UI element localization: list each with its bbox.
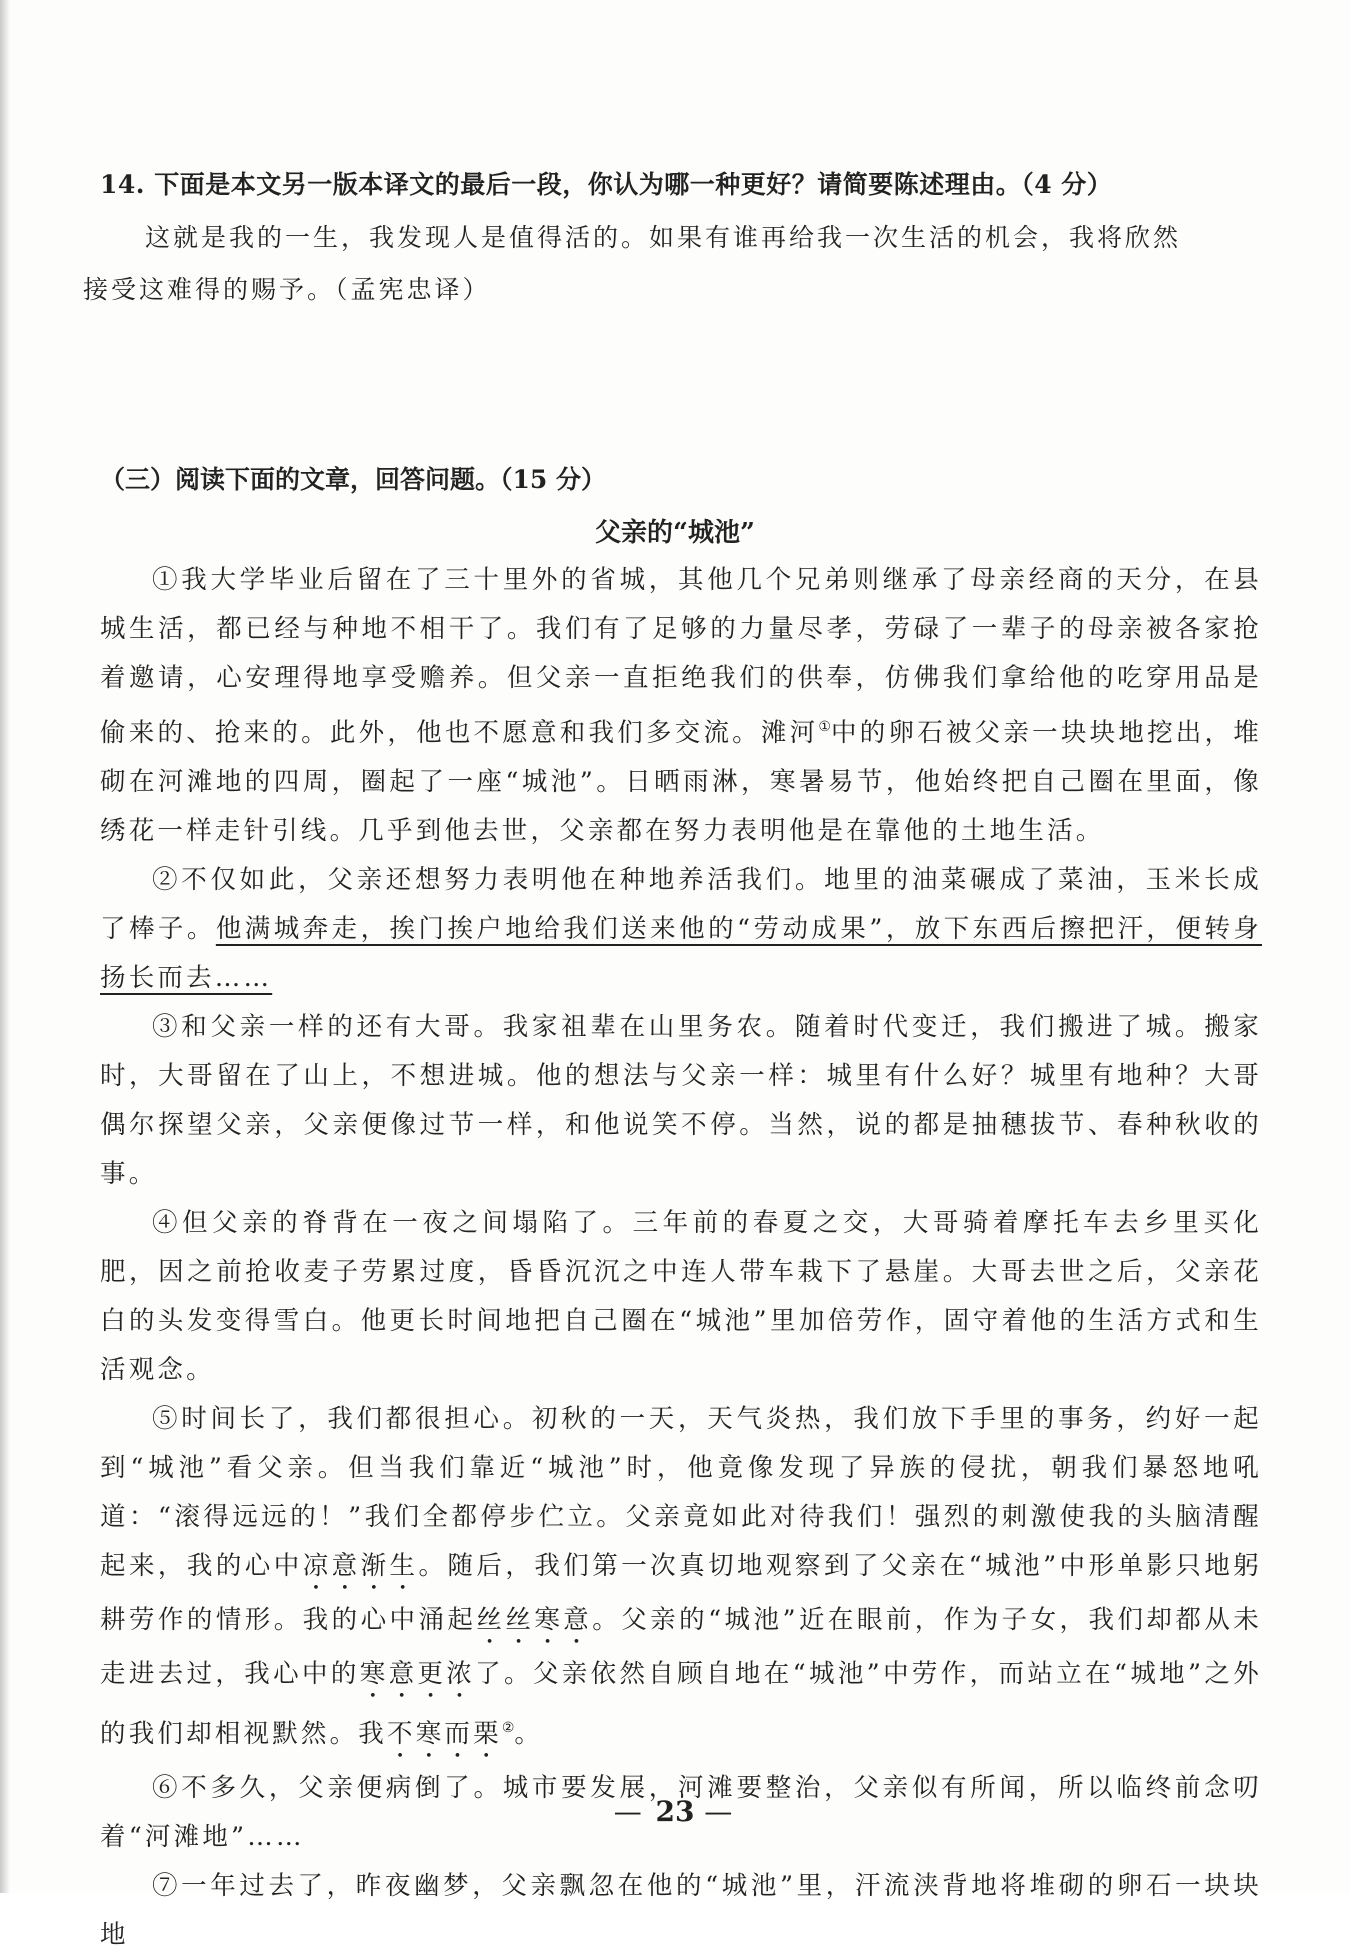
emphasized-phrase-2: 丝丝寒意	[476, 1605, 593, 1635]
paragraph-7: ⑦一年过去了，昨夜幽梦，父亲飘忽在他的“城池”里，汗流浃背地将堆砌的卵石一块块地	[100, 1871, 1262, 1950]
emphasized-phrase-1: 凉意渐生	[302, 1551, 419, 1581]
emphasized-phrase-3: 寒意更浓	[359, 1659, 476, 1689]
paragraph-2	[100, 856, 1262, 1003]
underlined-sentence: 他满城奔走，挨门挨户地给我们送来他的“劳动成果”，放下东西后擦把汗，便转身扬长而去……	[100, 914, 1262, 993]
page-number-dash-right: —	[704, 1795, 737, 1828]
paragraph-1-text-b: 中的卵石被父亲一块块地挖出，堆砌在河滩地的四周，圈起了一座“城池”。日晒雨淋，寒暑易节，他始终把自己圈在里面，像绣花一样走针引线。几乎到他去世，父亲都在努力表明他是在靠他的土地生活。	[100, 718, 1262, 846]
page-number-footer	[0, 1795, 1350, 1828]
footnote-marker-2: ②	[501, 1720, 515, 1736]
paragraph-5-text-b: 。随后，我们第一次真切地观察到了父亲在“城池”中形单影只地躬耕劳作的情形。我的心中涌起	[100, 1551, 1262, 1635]
paragraph-2-text: ②不仅如此，父亲还想努力表明他在种地养活我们。地里的油菜碾成了菜油，玉米长成了棒子。	[100, 865, 1262, 944]
article-title: 父亲的“城池”	[595, 518, 755, 548]
paragraph-3: ③和父亲一样的还有大哥。我家祖辈在山里务农。随着时代变迁，我们搬进了城。搬家时，大哥留在了山上，不想进城。他的想法与父亲一样：城里有什么好？城里有地种？大哥偶尔探望父亲，父亲便像过节一样，和他说笑不停。当然，说的都是抽穗拔节、春种秋收的事。	[100, 1012, 1262, 1189]
scan-edge-shadow	[0, 0, 10, 1893]
article-body	[100, 556, 1262, 1960]
paragraph-5-text-a: ⑤时间长了，我们都很担心。初秋的一天，天气炎热，我们放下手里的事务，约好一起到“城池”看父亲。但当我们靠近“城池”时，他竟像发现了异族的侵扰，朝我们暴怒地吼道：“滚得远远的！”我们全都停步伫立。父亲竟如此对待我们！强烈的刺激使我的头脑清醒起来，我的心中	[100, 1404, 1262, 1581]
page-number-dash-left: —	[613, 1795, 646, 1828]
page-number: 23	[655, 1795, 695, 1828]
section-3-header: （三）阅读下面的文章，回答问题。（15 分）	[100, 465, 606, 494]
paragraph-5-text-e: 。	[514, 1719, 544, 1749]
paragraph-5-text-c: 。父亲的“城池”近在眼前，作为子女，我们却都从未走进去过，我心中的	[100, 1605, 1262, 1689]
question-14-prompt: 14. 下面是本文另一版本译文的最后一段，你认为哪一种更好？请简要陈述理由。（4 分）	[100, 170, 1113, 199]
footnote-marker-1: ①	[818, 719, 831, 735]
emphasized-phrase-4: 不寒而栗	[387, 1719, 502, 1749]
question-14-quote: 这就是我的一生，我发现人是值得活的。如果有谁再给我一次生活的机会，我将欣然接受这难得的赐予。（孟宪忠译）	[83, 223, 1182, 304]
paragraph-1	[100, 556, 1262, 856]
paragraph-5	[100, 1395, 1262, 1764]
paragraph-4: ④但父亲的脊背在一夜之间塌陷了。三年前的春夏之交，大哥骑着摩托车去乡里买化肥，因之前抢收麦子劳累过度，昏昏沉沉之中连人带车栽下了悬崖。大哥去世之后，父亲花白的头发变得雪白。他更长时间地把自己圈在“城池”里加倍劳作，固守着他的生活方式和生活观念。	[100, 1208, 1262, 1385]
paragraph-5-text-d: 了。父亲依然自顾自地在“城池”中劳作，而站立在“城地”之外的我们却相视默然。我	[100, 1659, 1262, 1749]
paragraph-6: ⑥不多久，父亲便病倒了。城市要发展，河滩要整治，父亲似有所闻，所以临终前念叨着“河滩地”……	[100, 1773, 1262, 1852]
paragraph-1-text-a: ①我大学毕业后留在了三十里外的省城，其他几个兄弟则继承了母亲经商的天分，在县城生活，都已经与种地不相干了。我们有了足够的力量尽孝，劳碌了一辈子的母亲被各家抢着邀请，心安理得地享受赡养。但父亲一直拒绝我们的供奉，仿佛我们拿给他的吃穿用品是偷来的、抢来的。此外，他也不愿意和我们多交流。滩河	[100, 565, 1262, 748]
